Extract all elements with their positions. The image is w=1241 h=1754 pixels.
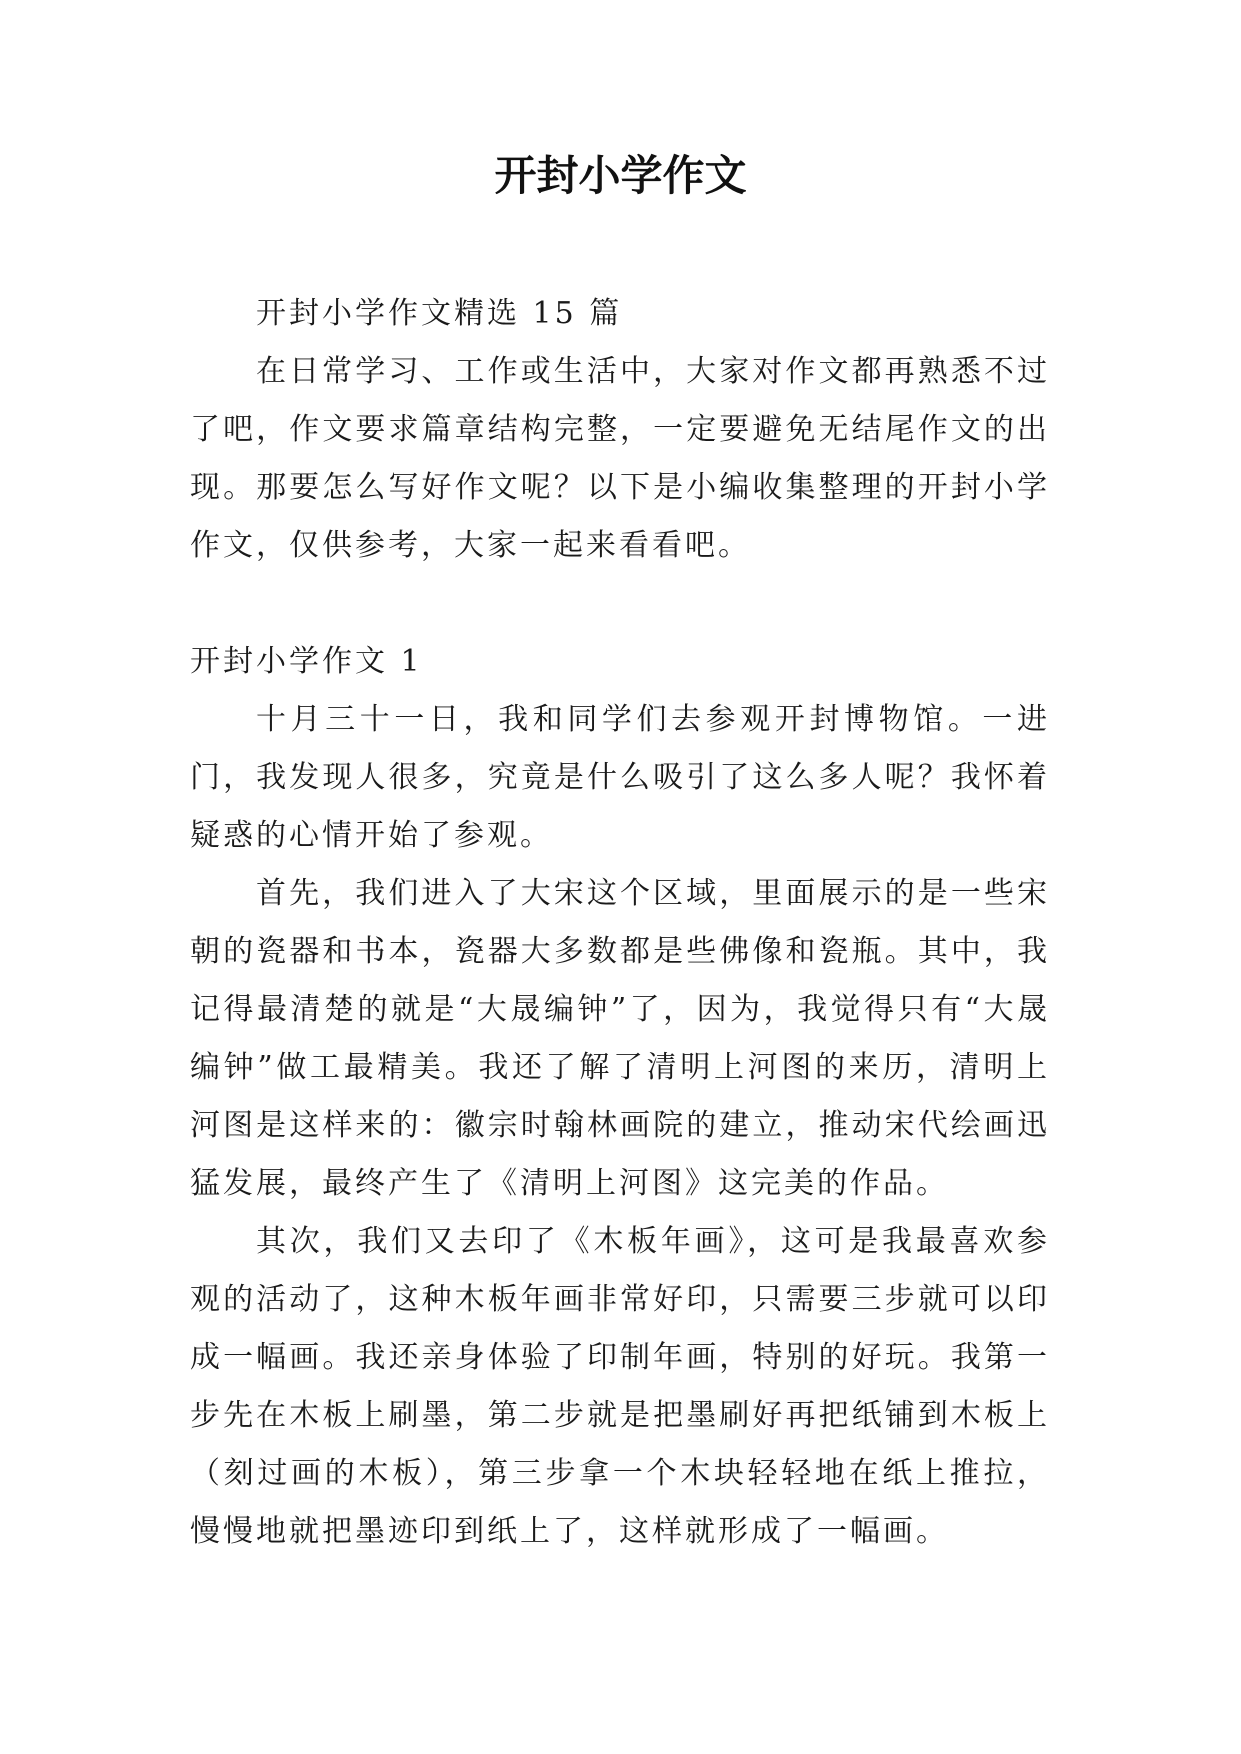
section-heading: 开封小学作文 1 [190, 644, 423, 679]
body-paragraph: 十月三十一日，我和同学们去参观开封博物馆。一进门，我发现人很多，究竟是什么吸引了这么多人呢？我怀着疑惑的心情开始了参观。 [190, 702, 1050, 853]
intro-heading: 开封小学作文精选 15 篇 [256, 296, 623, 331]
document-body [190, 285, 1050, 1561]
document-title: 开封小学作文 [494, 151, 747, 200]
body-paragraph: 首先，我们进入了大宋这个区域，里面展示的是一些宋朝的瓷器和书本，瓷器大多数都是些佛像和瓷瓶。其中，我记得最清楚的就是“大晟编钟”了，因为，我觉得只有“大晟编钟”做工最精美。我还了解了清明上河图的来历，清明上河图是这样来的：徽宗时翰林画院的建立，推动宋代绘画迅猛发展，最终产生了《清明上河图》这完美的作品。 [190, 876, 1050, 1201]
section-spacer [190, 575, 1050, 633]
body-paragraph: 其次，我们又去印了《木板年画》，这可是我最喜欢参观的活动了，这种木板年画非常好印，只需要三步就可以印成一幅画。我还亲身体验了印制年画，特别的好玩。我第一步先在木板上刷墨，第二步就是把墨刷好再把纸铺到木板上（刻过画的木板），第三步拿一个木块轻轻地在纸上推拉，慢慢地就把墨迹印到纸上了，这样就形成了一幅画。 [190, 1224, 1050, 1549]
intro-paragraph: 在日常学习、工作或生活中，大家对作文都再熟悉不过了吧，作文要求篇章结构完整，一定要避免无结尾作文的出现。那要怎么写好作文呢？以下是小编收集整理的开封小学作文，仅供参考，大家一起来看看吧。 [190, 354, 1050, 563]
